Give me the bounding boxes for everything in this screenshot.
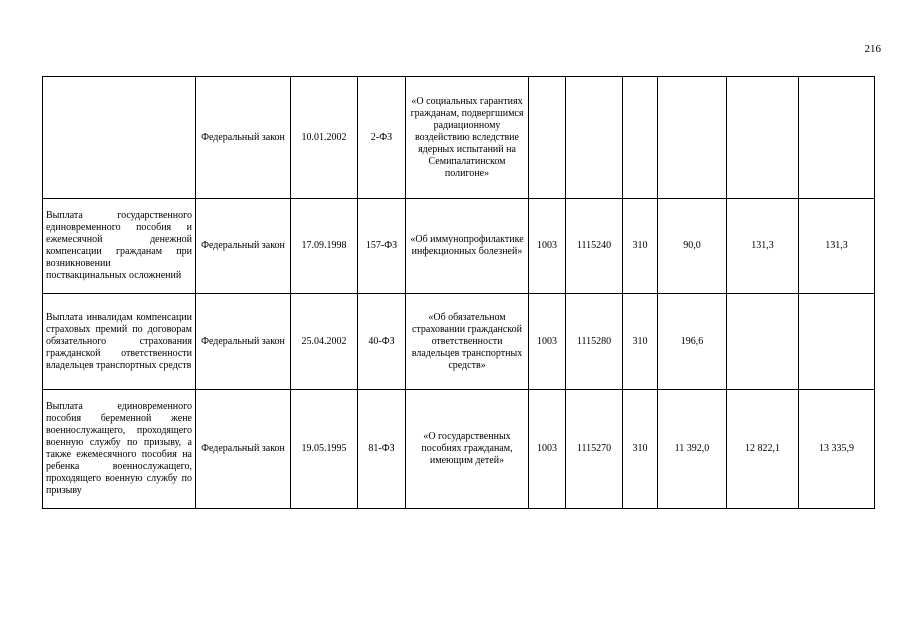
table-row (43, 390, 875, 509)
document-number-cell: 40-ФЗ (358, 294, 406, 390)
document-date-cell: 10.01.2002 (291, 77, 358, 199)
table-row (43, 294, 875, 390)
target-article-cell (566, 77, 623, 199)
section-code-cell: 1003 (529, 294, 566, 390)
amount-cell-3 (799, 77, 875, 199)
document-date-cell: 25.04.2002 (291, 294, 358, 390)
section-code-cell: 1003 (529, 199, 566, 294)
document-type-cell: Федеральный закон (196, 390, 291, 509)
legal-basis-table (42, 76, 875, 509)
payment-description-cell: Выплата единовременного пособия беременной жене военнослужащего, проходящего военную службу по призыву, а также ежемесячного пособия на ребенка военнослужащего, проходящего военную службу по призыву (43, 390, 196, 509)
document-title-cell: «Об обязательном страховании гражданской ответственности владельцев транспортных средств» (406, 294, 529, 390)
document-title-cell: «О государственных пособиях гражданам, имеющим детей» (406, 390, 529, 509)
payment-description-cell (43, 77, 196, 199)
amount-cell-2: 12 822,1 (727, 390, 799, 509)
amount-cell-2 (727, 294, 799, 390)
section-code-cell (529, 77, 566, 199)
section-code-cell: 1003 (529, 390, 566, 509)
document-date-cell: 19.05.1995 (291, 390, 358, 509)
document-type-cell: Федеральный закон (196, 77, 291, 199)
amount-cell-2 (727, 77, 799, 199)
expense-type-cell: 310 (623, 199, 658, 294)
table-row (43, 199, 875, 294)
document-date-cell: 17.09.1998 (291, 199, 358, 294)
document-number-cell: 2-ФЗ (358, 77, 406, 199)
amount-cell-1: 90,0 (658, 199, 727, 294)
document-title-cell: «О социальных гарантиях гражданам, подвергшимся радиационному воздействию вследствие ядерных испытаний на Семипалатинском полигоне» (406, 77, 529, 199)
document-title-cell: «Об иммунопрофилактике инфекционных болезней» (406, 199, 529, 294)
page-number: 216 (864, 43, 881, 55)
amount-cell-1: 196,6 (658, 294, 727, 390)
payment-description-cell: Выплата инвалидам компенсации страховых премий по договорам обязательного страхования гражданской ответственности владельцев транспортных средств (43, 294, 196, 390)
document-type-cell: Федеральный закон (196, 199, 291, 294)
expense-type-cell: 310 (623, 390, 658, 509)
target-article-cell: 1115280 (566, 294, 623, 390)
amount-cell-1: 11 392,0 (658, 390, 727, 509)
document-number-cell: 81-ФЗ (358, 390, 406, 509)
amount-cell-2: 131,3 (727, 199, 799, 294)
target-article-cell: 1115240 (566, 199, 623, 294)
payment-description-cell: Выплата государственного единовременного пособия и ежемесячной денежной компенсации гражданам при возникновении поствакцинальных осложнений (43, 199, 196, 294)
expense-type-cell (623, 77, 658, 199)
expense-type-cell: 310 (623, 294, 658, 390)
document-number-cell: 157-ФЗ (358, 199, 406, 294)
amount-cell-3: 13 335,9 (799, 390, 875, 509)
amount-cell-1 (658, 77, 727, 199)
document-type-cell: Федеральный закон (196, 294, 291, 390)
target-article-cell: 1115270 (566, 390, 623, 509)
amount-cell-3: 131,3 (799, 199, 875, 294)
table-row (43, 77, 875, 199)
amount-cell-3 (799, 294, 875, 390)
